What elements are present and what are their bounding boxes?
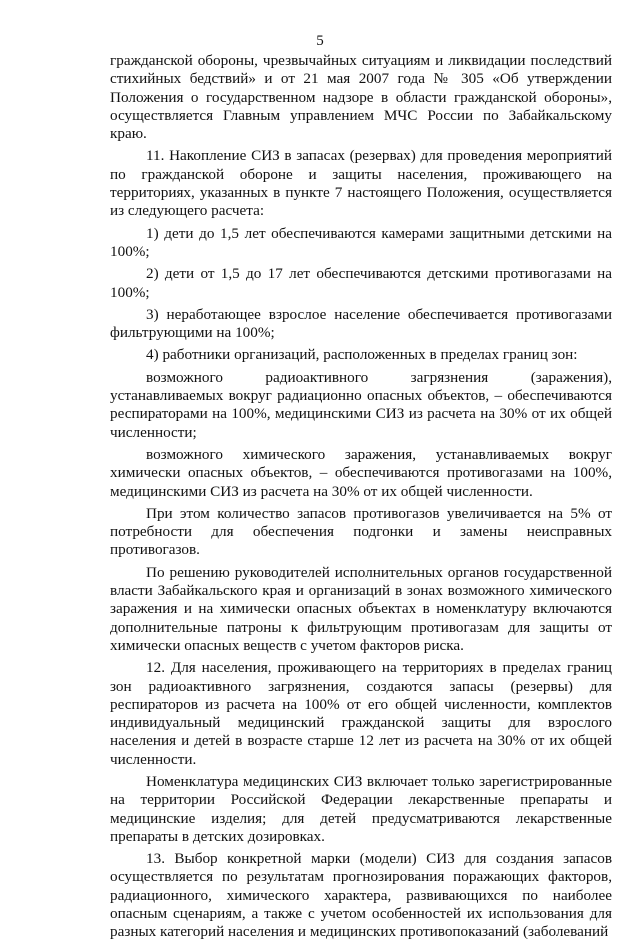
paragraph-13: 13. Выбор конкретной марки (модели) СИЗ для создания запасов осуществляется по результатам прогнозирования поражающих факторов, радиационного, химического характера, развивающихся по наиболее опасным сценариям, а также с учетом особенностей их использования для разных категорий населения и медицинских противопоказаний (заболеваний bbox=[110, 850, 612, 941]
paragraph-12: Номенклатура медицинских СИЗ включает только зарегистрированные на территории Российской Федерации лекарственные препараты и медицинские изделия; для детей предусматриваются лекарственные препараты в детских дозировках. bbox=[110, 772, 612, 845]
paragraph-10: По решению руководителей исполнительных органов государственной власти Забайкальского края и организаций в зонах возможного химического заражения и на химически опасных объектах в номенклатуру включаются дополнительные патроны к фильтрующим противогазам для защиты от химически опасных веществ с учетом факторов риска. bbox=[110, 563, 612, 654]
paragraph-1: гражданской обороны, чрезвычайных ситуациям и ликвидации последствий стихийных бедствий» и от 21 мая 2007 года № 305 «Об утверждении Положения о государственном надзоре в области гражданской обороны», осуществляется Главным управлением МЧС России по Забайкальскому краю. bbox=[110, 52, 612, 143]
paragraph-7: возможного радиоактивного загрязнения (заражения), устанавливаемых вокруг радиационно опасных объектов, – обеспечиваются респираторами на 100%, медицинскими СИЗ из расчета на 30% от их общей численности; bbox=[110, 368, 612, 441]
paragraph-3: 1) дети до 1,5 лет обеспечиваются камерами защитными детскими на 100%; bbox=[110, 224, 612, 260]
paragraph-2: 11. Накопление СИЗ в запасах (резервах) для проведения мероприятий по гражданской обороне и защиты населения, проживающего на территориях, указанных в пункте 7 настоящего Положения, осуществляется из следующего расчета: bbox=[110, 147, 612, 220]
paragraph-11: 12. Для населения, проживающего на территориях в пределах границ зон радиоактивного загрязнения, создаются запасы (резервы) для респираторов из расчета на 100% от его общей численности, комплектов индивидуальный медицинский гражданской защиты для взрослого населения и детей в возрасте старше 12 лет из расчета на 30% от их общей численности. bbox=[110, 659, 612, 768]
paragraph-8: возможного химического заражения, устанавливаемых вокруг химически опасных объектов, – обеспечиваются противогазами на 100%, медицинскими СИЗ из расчета на 30% от их общей численности. bbox=[110, 445, 612, 500]
paragraph-4: 2) дети от 1,5 до 17 лет обеспечиваются детскими противогазами на 100%; bbox=[110, 265, 612, 301]
document-body bbox=[110, 52, 612, 946]
paragraph-9: При этом количество запасов противогазов увеличивается на 5% от потребности для обеспечения подгонки и замены неисправных противогазов. bbox=[110, 504, 612, 559]
paragraph-6: 4) работники организаций, расположенных в пределах границ зон: bbox=[146, 346, 578, 364]
page-number: 5 bbox=[316, 33, 324, 49]
paragraph-5: 3) неработающее взрослое население обеспечивается противогазами фильтрующими на 100%; bbox=[110, 305, 612, 342]
